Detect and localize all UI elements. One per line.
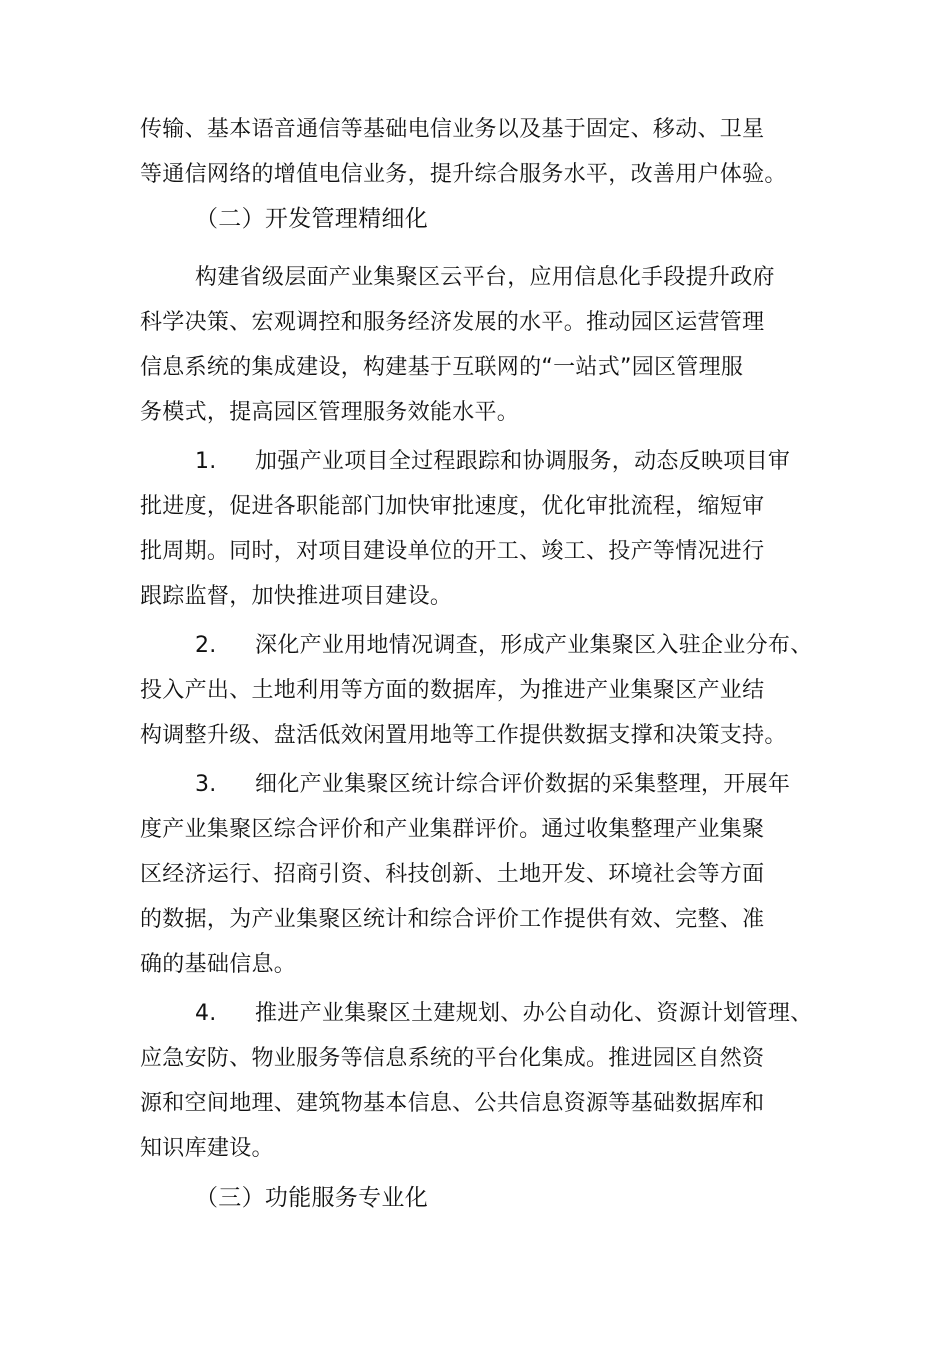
body-line: 知识库建设。 [140,1136,274,1161]
body-line: 批进度，促进各职能部门加快审批速度，优化审批流程，缩短审 [140,494,765,519]
body-line: 应急安防、物业服务等信息系统的平台化集成。推进园区自然资 [140,1046,765,1071]
list-item-3-first-line [195,770,790,800]
body-line: 批周期。同时，对项目建设单位的开工、竣工、投产等情况进行 [140,539,765,564]
body-line: 的数据，为产业集聚区统计和综合评价工作提供有效、完整、准 [140,907,765,932]
body-line: 区经济运行、招商引资、科技创新、土地开发、环境社会等方面 [140,862,765,887]
list-text: 细化产业集聚区统计综合评价数据的采集整理，开展年 [255,772,791,797]
list-number: 1. [195,449,217,474]
body-line: 构建省级层面产业集聚区云平台，应用信息化手段提升政府 [195,265,775,290]
body-line: 科学决策、宏观调控和服务经济发展的水平。推动园区运营管理 [140,310,765,335]
body-line: 源和空间地理、建筑物基本信息、公共信息资源等基础数据库和 [140,1091,765,1116]
body-line: 度产业集聚区综合评价和产业集群评价。通过收集整理产业集聚 [140,817,765,842]
list-item-4-first-line [195,999,813,1029]
body-line: 构调整升级、盘活低效闲置用地等工作提供数据支撑和决策支持。 [140,723,787,748]
list-number: 3. [195,772,217,797]
body-line: 投入产出、土地利用等方面的数据库，为推进产业集聚区产业结 [140,678,765,703]
list-number: 4. [195,1001,217,1026]
body-line: 跟踪监督，加快推进项目建设。 [140,584,453,609]
list-text: 加强产业项目全过程跟踪和协调服务，动态反映项目审 [255,449,791,474]
list-number: 2. [195,633,217,658]
section-heading-3: （三）功能服务专业化 [195,1185,428,1211]
body-line: 信息系统的集成建设，构建基于互联网的“一站式”园区管理服 [140,355,744,380]
body-line: 传输、基本语音通信等基础电信业务以及基于固定、移动、卫星 [140,117,765,142]
list-text: 深化产业用地情况调查，形成产业集聚区入驻企业分布、 [255,633,813,658]
section-heading-2: （二）开发管理精细化 [195,206,428,232]
list-item-1-first-line [195,447,790,477]
body-line: 确的基础信息。 [140,952,297,977]
body-line: 等通信网络的增值电信业务，提升综合服务水平，改善用户体验。 [140,162,787,187]
body-line: 务模式，提高园区管理服务效能水平。 [140,400,520,425]
list-item-2-first-line [195,631,813,661]
list-text: 推进产业集聚区土建规划、办公自动化、资源计划管理、 [255,1001,813,1026]
